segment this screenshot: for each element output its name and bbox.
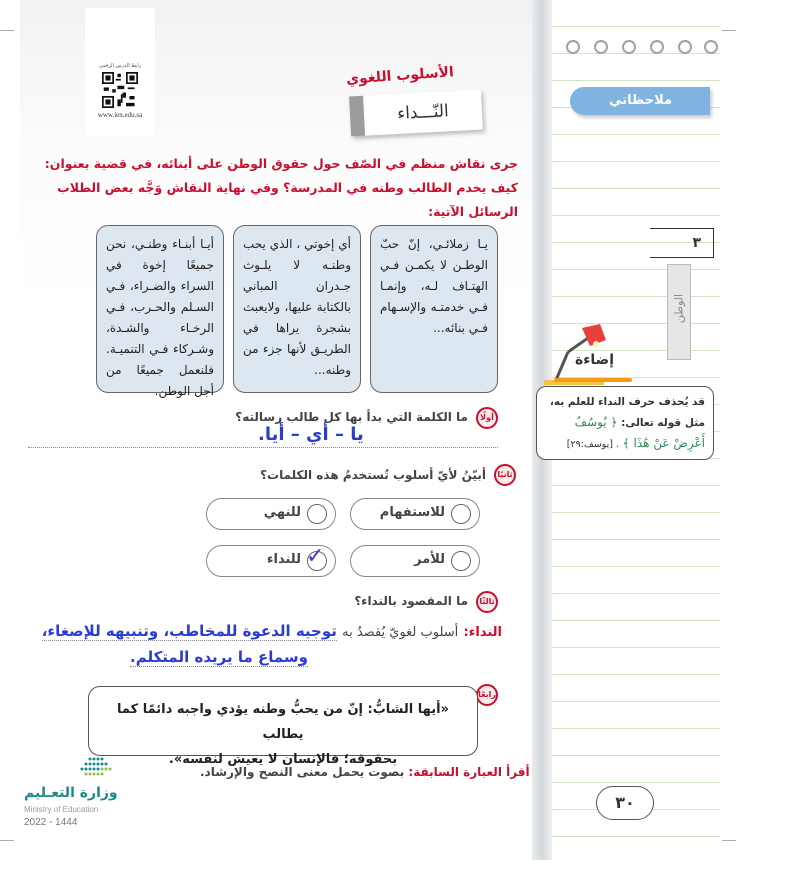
heading-underline bbox=[554, 378, 632, 382]
binder-ring bbox=[622, 40, 636, 54]
qr-label: رابط الدرس الرقمي bbox=[98, 63, 142, 69]
lesson-category: الأسلوب اللغوي bbox=[345, 64, 455, 88]
definition-line-1 bbox=[6, 618, 502, 646]
my-notes-tab[interactable]: ملاحظاتي bbox=[570, 87, 710, 115]
qr-url[interactable]: www.ien.edu.sa bbox=[97, 111, 143, 119]
quran-verse: ﴿ يُوسُفُ أَعْرِضْ عَنْ هَٰذَا ﴾ bbox=[574, 415, 705, 450]
ministry-logo bbox=[24, 755, 144, 833]
option-label: للنهي bbox=[263, 505, 301, 520]
student-message-1: يـا زملائـي، إنّ حبّ الوطـن لا يكمـن فـي الهتـاف لـه، وإنمـا فـي خدمتـه والإسـهام فـي بنائه... bbox=[370, 225, 498, 393]
binder-ring bbox=[566, 40, 580, 54]
checkmark-icon: ✓ bbox=[306, 544, 325, 569]
note-text: قد يُحذف حرف النداء للعلم به، مثل قوله تعالى: bbox=[549, 396, 705, 429]
quote-box bbox=[88, 686, 478, 767]
page-number: ٣٠ bbox=[596, 786, 654, 820]
question-2-text: أبيّنُ لأيّ أسلوب تُستخدمُ هذه الكلمات؟ bbox=[260, 468, 486, 482]
question-badge-1: أولًا bbox=[476, 407, 498, 429]
definition-answer-1: توجيه الدعوة للمخاطب، وتنبيهه للإصغاء، bbox=[41, 622, 337, 640]
question-1-text: ما الكلمة التي بدأ بها كل طالب رسالته؟ bbox=[235, 410, 468, 424]
answer-line bbox=[28, 447, 498, 448]
sidebar-note-heading: إضاءة bbox=[575, 352, 615, 368]
binder-ring bbox=[704, 40, 718, 54]
question-badge-2: ثانيًا bbox=[494, 464, 516, 486]
quote-line-1: «أيها الشابُّ: إنّ من يحبُّ وطنه يؤدي واجبه دائمًا كما يطالب bbox=[117, 702, 449, 742]
radio-circle[interactable] bbox=[451, 551, 471, 571]
question-3-text: ما المقصود بالنداء؟ bbox=[354, 594, 468, 608]
option-label: للاستفهام bbox=[379, 505, 445, 520]
option-istifham[interactable] bbox=[350, 498, 480, 530]
student-message-2: أي إخوتي ، الذي يحب وطنـه لا يلـوث جـدران المباني بالكتابة عليها، ولايعبث بشجرة يراها في الطريـق لأنها جزء من وطنه... bbox=[233, 225, 361, 393]
qr-code-icon bbox=[102, 72, 138, 108]
option-label: للنداء bbox=[266, 552, 301, 567]
ministry-name-ar: وزارة التعـليم bbox=[24, 785, 118, 801]
option-nahy[interactable] bbox=[206, 498, 336, 530]
radio-circle[interactable] bbox=[451, 504, 471, 524]
unit-name: الوطن bbox=[672, 293, 686, 324]
definition-prefix: أسلوب لغويّ يُقصدُ به bbox=[342, 625, 459, 640]
question-1-answer: يا – أي – أيا. bbox=[258, 424, 364, 445]
radio-circle[interactable] bbox=[307, 504, 327, 524]
radio-circle-checked[interactable] bbox=[306, 544, 327, 571]
unit-number: ٣ bbox=[650, 228, 714, 258]
binder-ring bbox=[594, 40, 608, 54]
verse-reference: . [يوسف:٢٩] bbox=[566, 439, 619, 450]
sidebar-note-box bbox=[536, 386, 714, 460]
definition-answer-2: وسماع ما يريده المتكلم. bbox=[130, 648, 308, 666]
quote-line-2: بحقوقه؛ فالإنسان لا يعيش لنفسه». bbox=[168, 752, 398, 767]
intro-paragraph: جرى نقاش منظم في الصّف حول حقوق الوطن على أبنائه، في قضية بعنوان: كيف يخدم الطالب وطنه في المدرسة؟ وفي نهاية النقاش وَجَّه بعض الطلاب الرسائل الآتية: bbox=[44, 156, 518, 219]
option-nida[interactable] bbox=[206, 545, 336, 577]
question-badge-4: رابعًا bbox=[476, 684, 498, 706]
binder-ring bbox=[678, 40, 692, 54]
reading-instruction bbox=[200, 765, 530, 779]
reading-text: بصوت يحمل معنى النصح والإرشاد. bbox=[200, 765, 405, 779]
edition-year: 2022 - 1444 bbox=[24, 817, 78, 828]
reading-label: أقرأ العبارة السابقة: bbox=[408, 765, 530, 779]
lesson-title: النّـــداء bbox=[349, 90, 483, 137]
digital-lesson-qr-card[interactable] bbox=[85, 8, 155, 136]
option-amr[interactable] bbox=[350, 545, 480, 577]
question-badge-3: ثالثًا bbox=[476, 591, 498, 613]
binder-ring bbox=[650, 40, 664, 54]
definition-label: النداء: bbox=[463, 625, 502, 640]
ministry-emblem-icon bbox=[24, 755, 114, 783]
student-message-3: أيـا أبنـاء وطنـي، نحن جميعًا إخوة في السراء والضـراء، فـي السـلم والحـرب، فـي الرخـاء والشـدة، وشـركاء فـي التنميـة. فلنعمل جميعًا من أجل الوطن. bbox=[96, 225, 224, 393]
ministry-name-en: Ministry of Education bbox=[24, 805, 99, 814]
option-label: للأمر bbox=[414, 552, 445, 567]
